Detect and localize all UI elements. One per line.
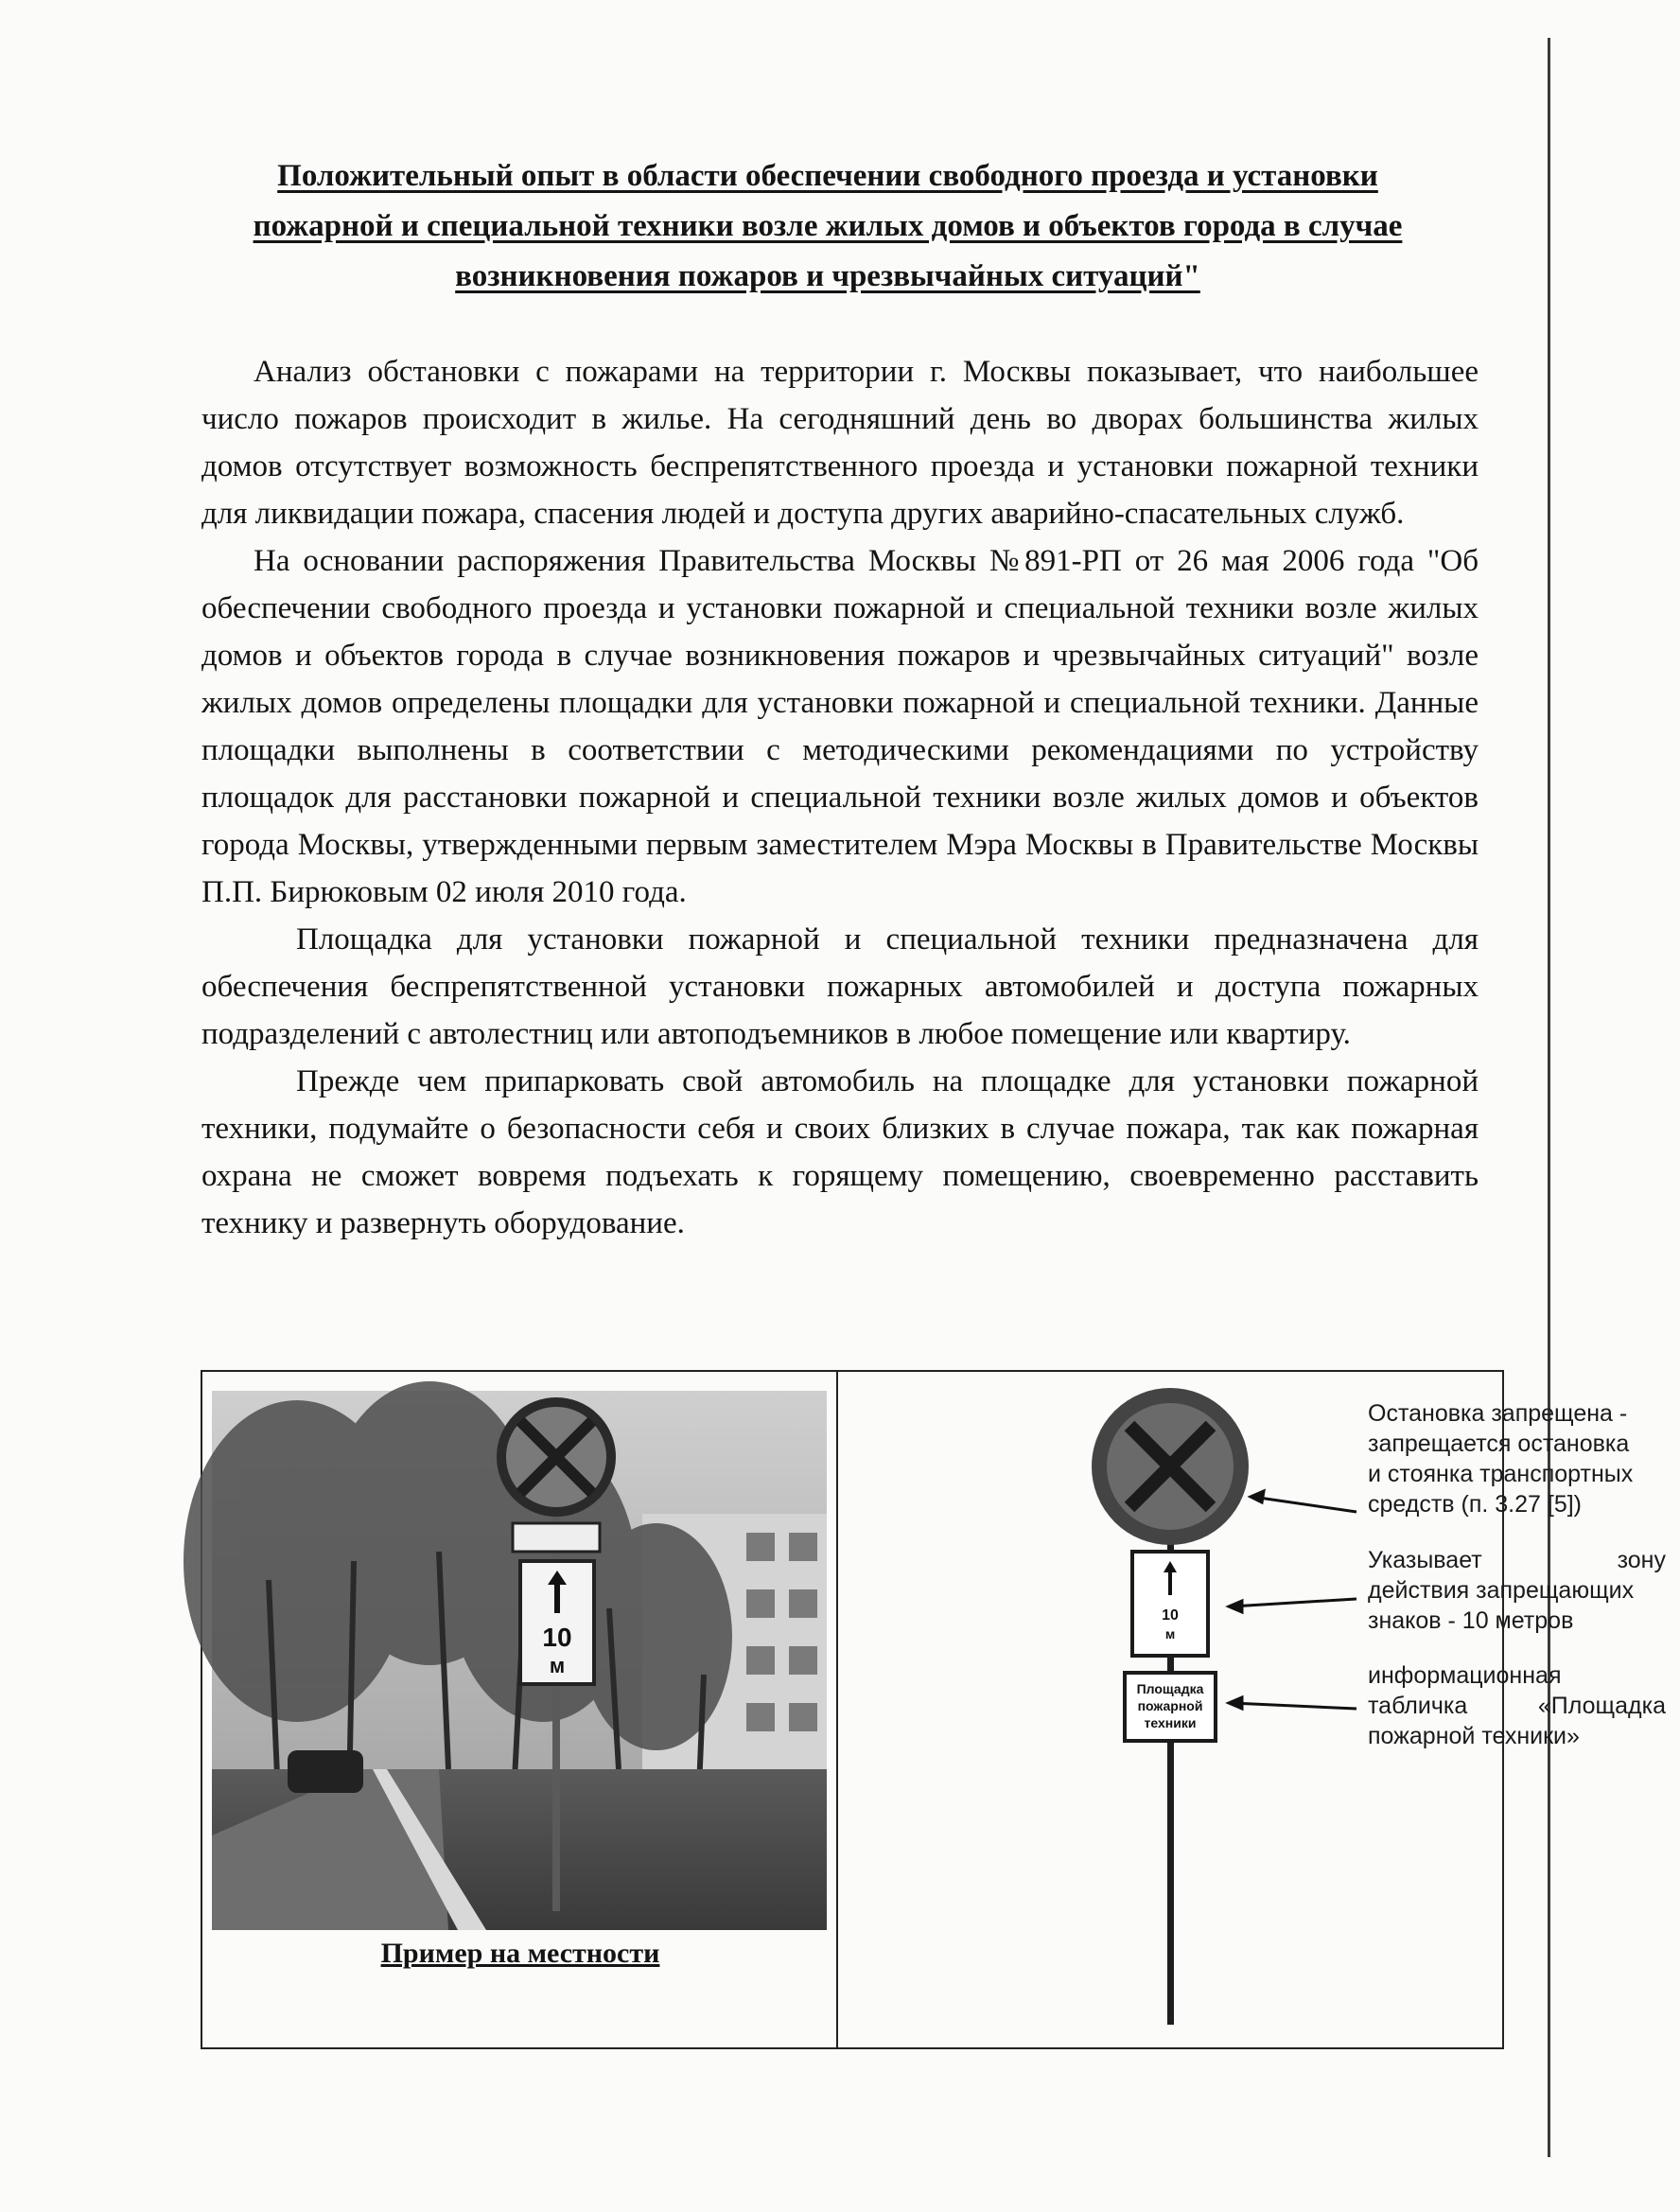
photo-distance-value: 10: [542, 1623, 572, 1652]
callout-2-line-2: действия запрещающих: [1368, 1577, 1635, 1604]
location-photo: [212, 1391, 827, 1930]
callout-arrows: [1229, 1491, 1356, 1709]
callout-info-plate: [1368, 1660, 1666, 1751]
paragraph-2: На основании распоряжения Правительства Москвы №891-РП от 26 мая 2006 года "Об обеспечении свободного проезда и установки пожарной и специальной техники возле жилых домов и объектов города в случае возникновения пожаров и чрезвычайных ситуаций" возле жилых домов определены площадки для установки пожарной и специальной техники. Данные площадки выполнены в соответствии с методическими рекомендациями по устройству площадок для расстановки пожарной и специальной техники возле жилых домов и объектов города Москвы, утвержденными первым заместителем Мэра Москвы в Правительстве Москвы П.П. Бирюковым 02 июля 2010 года.: [201, 544, 1479, 909]
callout-1-line-3: и стоянка транспортных: [1368, 1461, 1634, 1487]
callout-3-word-b: «Площадка: [1537, 1693, 1666, 1719]
callout-2-line-3: знаков - 10 метров: [1368, 1607, 1574, 1634]
callout-1-line-2: запрещается остановка: [1368, 1431, 1630, 1457]
distance-plate-unit: м: [1164, 1626, 1176, 1641]
callout-2-word-1: Указывает: [1368, 1547, 1482, 1573]
document-body: [201, 348, 1479, 1247]
paragraph-3: Площадка для установки пожарной и специальной техники предназначена для обеспечения беспрепятственной установки пожарных автомобилей и доступа пожарных подразделений с автолестниц или автоподъемников в любое помещение или квартиру.: [201, 922, 1479, 1051]
paragraph-1: Анализ обстановки с пожарами на территории г. Москвы показывает, что наибольшее число пожаров происходит в жилье. На сегодняшний день во дворах большинства жилых домов отсутствует возможность беспрепятственного проезда и установки пожарной техники для ликвидации пожара, спасения людей и доступа других аварийно-спасательных служб.: [201, 355, 1479, 531]
callout-no-stopping: [1368, 1398, 1680, 1519]
info-plate-line-3: техники: [1144, 1715, 1197, 1730]
document-title: Положительный опыт в области обеспечении свободного проезда и установки пожарной и специальной техники возле жилых домов и объектов города в случае возникновения пожаров и чрезвычайных ситуаций": [253, 159, 1403, 293]
sign-diagram: [855, 1372, 1666, 2051]
callout-3-word-a: табличка: [1368, 1693, 1468, 1719]
scan-edge-line: [1548, 38, 1550, 2157]
callout-2-word-2: зону: [1617, 1547, 1666, 1573]
paragraph-4: Прежде чем припарковать свой автомобиль на площадке для установки пожарной техники, подумайте о безопасности себя и своих близких в случае пожара, так как пожарная охрана не сможет вовремя подъехать к горящему помещению, своевременно расставить технику и развернуть оборудование.: [201, 1064, 1479, 1240]
callout-1-line-1: Остановка запрещена -: [1368, 1400, 1628, 1427]
photo-caption: Пример на местности: [380, 1938, 660, 1969]
photo-distance-unit: м: [549, 1654, 566, 1677]
callout-3-line-1: информационная: [1368, 1662, 1562, 1689]
info-plate-line-2: пожарной: [1137, 1698, 1203, 1713]
callout-zone: [1368, 1545, 1666, 1636]
photo-car: [288, 1750, 363, 1793]
sign-diagram-graphic: [855, 1372, 1366, 2051]
info-plate-line-1: Площадка: [1136, 1681, 1204, 1696]
callout-1-line-4: средств (п. 3.27 [5]): [1368, 1491, 1583, 1518]
callout-3-line-3: пожарной техники»: [1368, 1723, 1580, 1749]
distance-plate-value: 10: [1162, 1607, 1179, 1624]
photo-info-plate: [513, 1523, 600, 1552]
figure-table: [201, 1370, 1666, 2049]
